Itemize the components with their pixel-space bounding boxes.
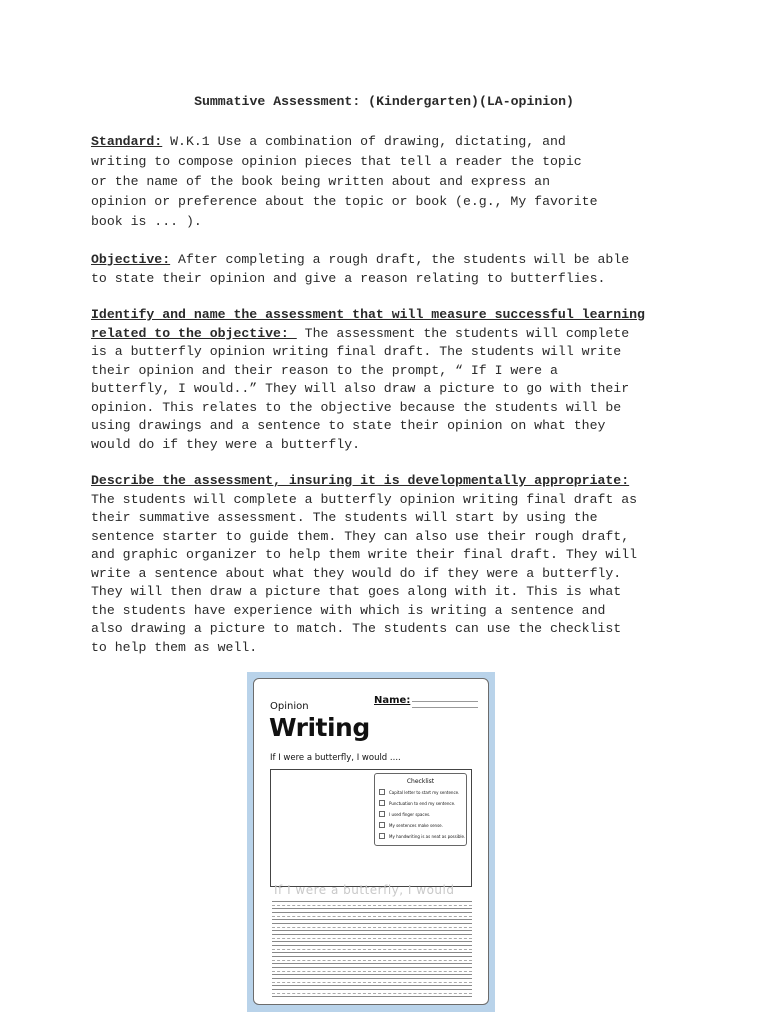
- writing-rule-line: [272, 930, 472, 931]
- writing-rule-line: [272, 905, 472, 906]
- standard-line-1: Standard: W.K.1 Use a combination of drawing, dictating, and: [91, 134, 566, 149]
- identify-label-line-2: related to the objective:: [91, 325, 297, 341]
- writing-rule-line: [272, 985, 472, 986]
- checklist-item: My handwriting is as neat as possible.: [379, 832, 466, 840]
- checkbox-icon: [379, 789, 385, 795]
- describe-label: Describe the assessment, insuring it is developmentally appropriate:: [91, 473, 630, 488]
- standard-line: opinion or preference about the topic or book (e.g., My favorite: [91, 194, 598, 209]
- worksheet-image: [247, 672, 495, 1012]
- describe-section: [91, 472, 691, 657]
- writing-rule-line: [272, 934, 472, 935]
- identify-line: opinion. This relates to the objective because the students will be: [91, 399, 622, 415]
- identify-line: is a butterfly opinion writing final draft. The students will write: [91, 344, 622, 359]
- describe-line: to help them as well.: [91, 639, 258, 655]
- objective-line: to state their opinion and give a reason relating to butterflies.: [91, 270, 606, 286]
- identify-line-1: related to the objective: The assessment the students will complete: [91, 325, 630, 341]
- writing-rule-line: [272, 927, 472, 928]
- name-line: [412, 707, 478, 708]
- checklist-box: [374, 773, 467, 846]
- writing-rule-line: [272, 912, 472, 913]
- standard-label: Standard:: [91, 134, 163, 149]
- checklist-item: Capital letter to start my sentence.: [379, 788, 466, 796]
- writing-rule-line: [272, 971, 472, 972]
- writing-rule-line: [272, 989, 472, 990]
- writing-rule-line: [272, 982, 472, 983]
- document-title: Summative Assessment: (Kindergarten)(LA-opinion): [194, 94, 574, 109]
- identify-line: using drawings and a sentence to state their opinion on what they: [91, 418, 606, 433]
- writing-rule-line: [272, 938, 472, 939]
- writing-rule-line: [272, 956, 472, 957]
- standard-section: [91, 132, 691, 232]
- checkbox-icon: [379, 833, 385, 839]
- checklist-title: Checklist: [406, 778, 435, 785]
- describe-line: write a sentence about what they would do if they were a butterfly.: [91, 565, 622, 581]
- identify-line: butterfly, I would..” They will also draw a picture to go with their: [91, 381, 630, 396]
- standard-line: or the name of the book being written about and express an: [91, 174, 550, 189]
- writing-rule-line: [272, 923, 472, 924]
- checklist-item: Punctuation to end my sentence.: [379, 799, 466, 807]
- checklist-item: My sentences make sense.: [379, 821, 466, 829]
- writing-rule-line: [272, 916, 472, 917]
- checkbox-icon: [379, 811, 385, 817]
- writing-rule-line: [272, 945, 472, 946]
- identify-section: [91, 306, 691, 454]
- writing-rule-line: [272, 908, 472, 909]
- objective-label: Objective:: [91, 252, 171, 267]
- describe-line: sentence starter to guide them. They can also use their rough draft,: [91, 528, 630, 544]
- describe-line: and graphic organizer to help them write their final draft. They will: [91, 547, 638, 562]
- writing-rule-line: [272, 963, 472, 964]
- worksheet-page: [253, 678, 489, 1005]
- worksheet-opinion-label: Opinion: [270, 701, 309, 712]
- worksheet-name-label: Name:: [374, 695, 411, 706]
- worksheet-writing-title: Writing: [269, 713, 370, 742]
- worksheet-prompt: If I were a butterfly, I would ....: [270, 753, 401, 763]
- writing-rule-line: [272, 919, 472, 920]
- objective-section: [91, 251, 691, 288]
- writing-rule-line: [272, 960, 472, 961]
- writing-rule-line: [272, 974, 472, 975]
- checklist-item: I used finger spaces.: [379, 810, 466, 818]
- writing-rule-line: [272, 978, 472, 979]
- writing-rule-line: [272, 952, 472, 953]
- checkbox-icon: [379, 800, 385, 806]
- trace-sentence: If I were a butterfly, I would: [274, 883, 455, 897]
- identify-line: their opinion and their reason to the prompt, “ If I were a: [91, 362, 558, 378]
- standard-line: book is ... ).: [91, 214, 202, 229]
- writing-rule-line: [272, 996, 472, 997]
- objective-line-1: Objective: After completing a rough draft, the students will be able: [91, 252, 630, 267]
- standard-line: writing to compose opinion pieces that tell a reader the topic: [91, 154, 582, 169]
- document-body: [91, 92, 691, 677]
- writing-rule-line: [272, 901, 472, 902]
- identify-label-line-1: Identify and name the assessment that will measure successful learning: [91, 307, 645, 322]
- describe-line: also drawing a picture to match. The students can use the checklist: [91, 621, 622, 636]
- checkbox-icon: [379, 822, 385, 828]
- describe-line: the students have experience with which is writing a sentence and: [91, 602, 606, 618]
- describe-line: They will then draw a picture that goes along with it. This is what: [91, 584, 622, 599]
- writing-rule-line: [272, 949, 472, 950]
- describe-line: The students will complete a butterfly opinion writing final draft as: [91, 491, 638, 507]
- identify-line: would do if they were a butterfly.: [91, 436, 361, 452]
- writing-rule-line: [272, 993, 472, 994]
- name-line: [412, 701, 478, 702]
- describe-line: their summative assessment. The students will start by using the: [91, 510, 598, 525]
- writing-rule-line: [272, 941, 472, 942]
- drawing-box: [270, 769, 472, 887]
- writing-rule-line: [272, 967, 472, 968]
